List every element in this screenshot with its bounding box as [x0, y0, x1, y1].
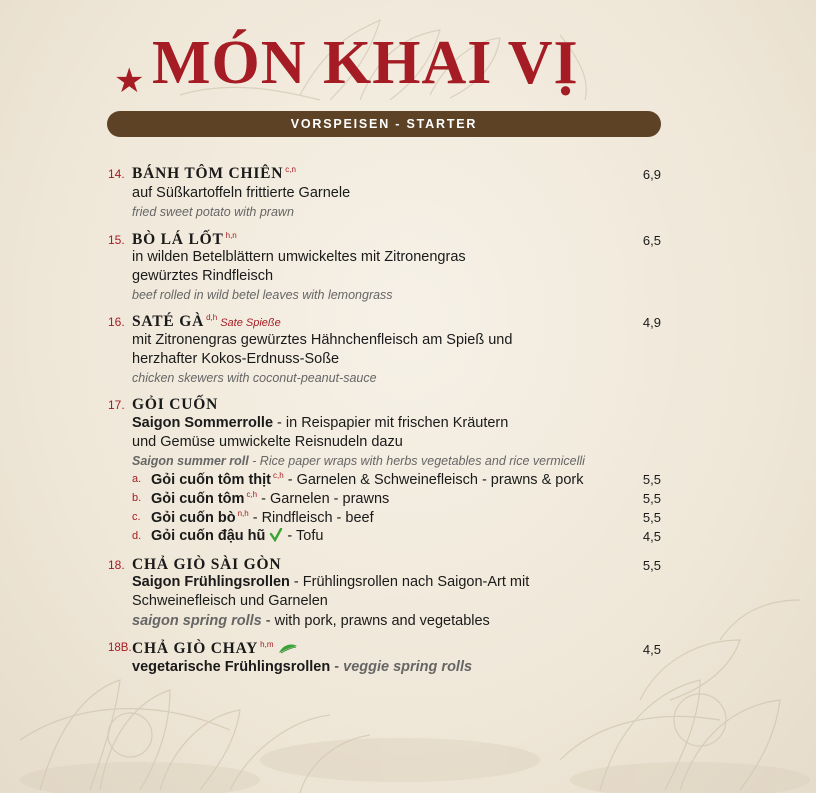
variant-c: [132, 509, 668, 527]
item-name: BÁNH TÔM CHIÊN $^{c,n}$: [132, 165, 296, 183]
item-description-de-line2: und Gemüse umwickelte Reisnudeln dazu: [132, 434, 403, 450]
variant-price: 5,5: [642, 491, 661, 506]
item-description-de-line2: Schweinefleisch und Garnelen: [132, 593, 328, 609]
item-description-de-line1: mit Zitronengras gewürztes Hähnchenfleisch am Spieß und: [132, 332, 513, 348]
item-name: GỎI CUỐN: [132, 396, 219, 413]
item-name: BÒ LÁ LỐT $^{h,n}$: [132, 231, 237, 249]
item-price: 4,5: [642, 642, 661, 657]
item-price: 4,9: [642, 315, 661, 330]
variant-price: 5,5: [642, 472, 661, 487]
item-name: SATÉ GÀ $^{d,h}$ Sate Spieße: [132, 313, 281, 331]
variant-letter: b.: [132, 492, 142, 504]
title-block: [108, 22, 668, 102]
allergen-codes: c,h: [273, 471, 284, 480]
variant-a: [132, 471, 668, 489]
allergen-codes: c,n: [285, 165, 296, 174]
item-number: 15.: [108, 233, 125, 247]
item-name: CHẢ GIÒ CHAY $^{h,m}$: [132, 640, 298, 658]
item-number: 16.: [108, 315, 125, 329]
menu-item-14: [108, 165, 668, 223]
variant-price: 5,5: [642, 510, 661, 525]
allergen-codes: h,n: [225, 231, 237, 240]
item-description-de-line2: herzhafter Kokos-Erdnuss-Soße: [132, 351, 340, 367]
item-name: CHẢ GIÒ SÀI GÒN: [132, 556, 282, 573]
red-star-icon: ★: [114, 61, 145, 101]
item-description-en: saigon spring rolls - with pork, prawns and vegetables: [132, 613, 490, 629]
variant-d: [132, 528, 668, 546]
item-subtitle: Sate Spieße: [220, 317, 281, 330]
variant-text: Gỏi cuốn bò $^{n,h}$ - Rindfleisch - beef: [151, 509, 374, 526]
item-price: 5,5: [642, 558, 661, 573]
item-number: 18B.: [108, 642, 132, 654]
item-description: vegetarische Frühlingsrollen - veggie spring rolls: [132, 659, 473, 675]
variant-letter: d.: [132, 530, 142, 542]
item-description-en: beef rolled in wild betel leaves with lemongrass: [132, 288, 393, 302]
allergen-codes: c,h: [246, 490, 258, 499]
variant-price: 4,5: [642, 529, 661, 544]
menu-item-16: [108, 313, 668, 389]
item-description-de-line1: Saigon Sommerrolle - in Reispapier mit frischen Kräutern: [132, 415, 509, 431]
item-description-de-line1: Saigon Frühlingsrollen - Frühlingsrollen nach Saigon-Art mit: [132, 574, 530, 590]
vegetarian-check-icon: [269, 528, 283, 542]
item-description-en: chicken skewers with coconut-peanut-sauce: [132, 371, 377, 385]
variant-letter: c.: [132, 511, 141, 523]
variant-text: Gỏi cuốn tôm thịt $^{c,h}$ - Garnelen & Schweinefleisch - prawns & pork: [151, 471, 584, 488]
page-title: MÓN KHAI VỊ: [152, 29, 579, 97]
variant-text: Gỏi cuốn đậu hũ - Tofu: [151, 528, 324, 544]
item-number: 14.: [108, 167, 125, 181]
section-banner: VORSPEISEN - STARTER: [107, 111, 661, 137]
item-number: 18.: [108, 558, 125, 572]
item-price: 6,5: [642, 233, 661, 248]
menu-item-18b: [108, 640, 668, 680]
allergen-codes: h,m: [260, 640, 274, 649]
variant-text: Gỏi cuốn tôm $^{c,h}$ - Garnelen - prawns: [151, 490, 390, 507]
menu-item-17: [108, 396, 668, 548]
variant-letter: a.: [132, 473, 142, 485]
allergen-codes: d,h: [206, 313, 218, 322]
green-leaf-icon: [278, 643, 298, 655]
allergen-codes: n,h: [237, 509, 249, 518]
item-description-de-line2: gewürztes Rindfleisch: [132, 268, 274, 284]
item-number: 17.: [108, 398, 125, 412]
item-price: 6,9: [642, 167, 661, 182]
menu-item-18: [108, 556, 668, 632]
item-description-de: auf Süßkartoffeln frittierte Garnele: [132, 185, 351, 201]
item-description-de-line1: in wilden Betelblättern umwickeltes mit Zitronengras: [132, 249, 466, 265]
variant-b: [132, 490, 668, 508]
item-description-en: Saigon summer roll - Rice paper wraps with herbs vegetables and rice vermicelli: [132, 454, 585, 468]
item-description-en: fried sweet potato with prawn: [132, 205, 294, 219]
menu-item-15: [108, 231, 668, 307]
